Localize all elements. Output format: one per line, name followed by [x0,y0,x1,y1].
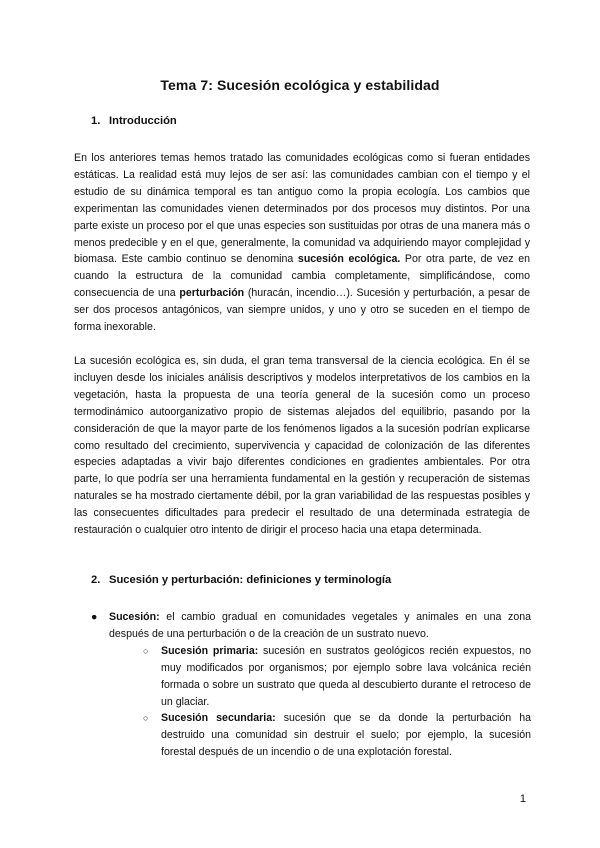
section-number: 2. [91,574,101,586]
section-heading-sucesion-perturbacion [91,574,391,586]
definition-text: sucesión en sustratos geológicos recién expuestos, no muy modificados por organismos; por ejemplo sobre lava volcánica recién formada o sobre un sustrato que queda al descubierto durante el retroceso de un glaciar. [161,644,532,708]
definition-term: Sucesión: [109,611,160,623]
bullet-dot-icon: ● [91,611,98,623]
list-item [143,710,531,761]
section-number: 1. [91,115,101,127]
bullet-circle-icon: ○ [143,713,149,724]
definition-text: sucesión que se da donde la perturbación ha destruido una comunidad sin destruir el suelo; por ejemplo, la sucesión forestal después de un incendio o de una explotación forestal. [161,712,531,759]
page-number: 1 [519,793,526,805]
list-item [91,609,531,761]
list-item [143,643,531,711]
term-perturbacion: perturbación [179,287,245,300]
definitions-list [91,609,531,761]
sub-definitions-list [109,643,531,761]
definition-term: Sucesión secundaria: [161,712,276,725]
section-label: Sucesión y perturbación: definiciones y terminología [109,574,392,586]
intro-paragraph-2: La sucesión ecológica es, sin duda, el gran tema transversal de la ciencia ecológica. En él se incluyen desde los iniciales análisis descriptivos y modelos interpretativos de los cambios en la vegetación, hasta la propuesta de una teoría general de la sucesión como un proceso termodinámico autoorganizativo propio de sistemas alejados del equilibrio, pasando por la consideración de que la mayor parte de los fenómenos ligados a la sucesión podrían explicarse como resultado del crecimiento, supervivencia y capacidad de colonización de las diferentes especies adaptadas a vivir bajo diferentes condiciones en gradientes ambientales. Por otra parte, lo que podría ser una herramienta fundamental en la gestión y recuperación de sistemas naturales se ha mostrado ciertamente débil, por la gran variabilidad de las respuestas posibles y las consecuentes dificultades para predecir el resultado de una determinada estrategia de restauración o cualquier otro intento de dirigir el proceso hacia una etapa determinada. [74,355,530,537]
bullet-circle-icon: ○ [143,645,149,656]
page-title: Tema 7: Sucesión ecológica y estabilidad [160,77,440,93]
definition-term: Sucesión primaria: [161,644,259,657]
intro-p1-text-a: En los anteriores temas hemos tratado las comunidades ecológicas como si fueran entidades estáticas. La realidad está muy lejos de ser así: las comunidades cambian con el tiempo y el estudio de su dinámica temporal es tan antiguo como la propia ecología. Los cambios que experimentan las comunidades vienen determinados por dos procesos muy distintos. Por una parte existe un proceso por el que unas especies son sustituidas por otras de una manera más o menos predecible y en el que, generalmente, la comunidad va adquiriendo mayor complejidad y biomasa. Este cambio continuo se denomina [74,152,530,266]
section-label: Introducción [109,115,177,127]
intro-p1-text-d: (huracán, incendio…). Sucesión y perturbación, a pesar de ser dos procesos antagónicos, van siempre unidos, y uno y otro se suceden en el tiempo de forma inexorable. [74,287,531,334]
intro-paragraph-1 [74,150,530,336]
section-heading-introduccion [91,115,177,127]
definition-text: el cambio gradual en comunidades vegetales y animales en una zona después de una perturbación o de la creación de un sustrato nuevo. [109,611,531,640]
term-sucesion-ecologica: sucesión ecológica. [297,253,401,266]
intro-p1-text-c: Por otra parte, de vez en cuando la estructura de la comunidad cambia completamente, simplificándose, como consecuencia de una [74,253,530,300]
